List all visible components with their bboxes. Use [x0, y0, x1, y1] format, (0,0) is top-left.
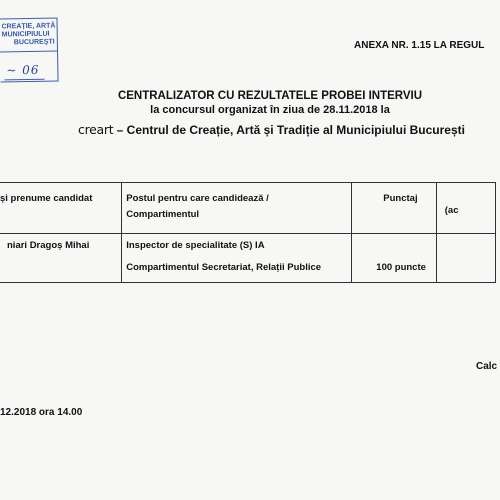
document-subtitle: la concursul organizat în ziua de 28.11.2018 la: [150, 104, 390, 116]
header-department: Compartimentul: [126, 209, 200, 220]
calc-label: Calc: [476, 361, 498, 372]
candidate-name: niari Dragoș Mihai: [7, 240, 90, 251]
header-name: și prenume candidat: [0, 193, 93, 204]
organization-name: – Centrul de Creație, Artă și Tradiție al Municipiului București: [113, 123, 465, 137]
candidate-post: Inspector de specialitate (S) IA: [126, 240, 265, 251]
results-table: [0, 182, 496, 283]
stamp-line: BUCUREȘTI: [13, 38, 55, 47]
institution-stamp: [0, 17, 59, 82]
organization-brand: creart: [78, 122, 114, 137]
stamp-handwritten-number: ~ 06: [6, 62, 40, 78]
header-extra: (ac: [444, 205, 459, 216]
table-header-row: [0, 183, 496, 234]
stamp-line: CREAȚIE, ARTĂ: [1, 22, 56, 31]
candidate-score: 100 puncte: [376, 262, 426, 273]
table-row: [0, 234, 496, 283]
annex-label: ANEXA NR. 1.15 LA REGUL: [354, 40, 485, 51]
footer-date: 12.2018 ora 14.00: [0, 407, 83, 418]
stamp-line: MUNICIPIULUI: [1, 30, 50, 39]
document-title: CENTRALIZATOR CU REZULTATELE PROBEI INTERVIU: [117, 90, 423, 102]
header-post: Postul pentru care candidează /: [126, 193, 269, 204]
header-score: Punctaj: [383, 193, 418, 204]
candidate-department: Compartimentul Secretariat, Relații Publice: [126, 262, 322, 273]
organization-line: [78, 122, 465, 137]
